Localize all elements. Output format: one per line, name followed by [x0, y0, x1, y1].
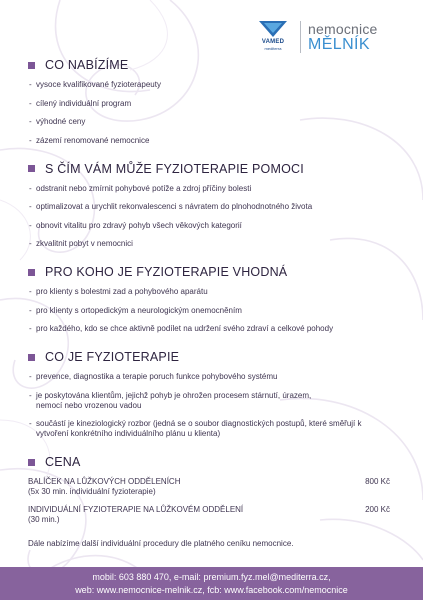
section-audience	[28, 263, 398, 334]
bullet-square-icon	[28, 459, 35, 466]
section-title: PRO KOHO JE FYZIOTERAPIE VHODNÁ	[45, 265, 288, 279]
section-definition	[28, 348, 398, 439]
price-name-detail: (5x 30 min. individuální fyzioterapie)	[28, 487, 156, 496]
section-heading	[28, 263, 398, 281]
mediterra-label: mediterra	[264, 46, 282, 51]
list-item: - výhodné ceny	[28, 117, 398, 127]
contact-footer	[0, 567, 423, 600]
list-item: - cílený individuální program	[28, 99, 398, 109]
section-heading	[28, 160, 398, 178]
pricing-note: Dále nabízíme další individuální procedury dle platného ceníku nemocnice.	[28, 539, 294, 548]
list-item: - je poskytována klientům, jejichž pohyb je ohrožen procesem stárnutí, úrazem, nemocí nebo vrozenou vadou	[28, 391, 321, 411]
section-heading	[28, 348, 398, 366]
list-item: - odstranit nebo zmírnit pohybové potíže a zdroj příčiny bolesti	[28, 184, 398, 194]
section-heading	[28, 453, 398, 471]
section-title: S ČÍM VÁM MŮŽE FYZIOTERAPIE POMOCI	[45, 161, 304, 176]
section-title: CO NABÍZÍME	[45, 58, 129, 72]
list-item: - obnovit vitalitu pro zdravý pohyb všech věkových kategorií	[28, 221, 398, 231]
content	[28, 56, 398, 562]
list-item: - optimalizovat a urychlit rekonvalescenci s návratem do plnohodnotného života	[28, 202, 398, 212]
logo-nemocnice: nemocnice	[308, 21, 378, 37]
vamed-logo-mark	[256, 18, 290, 54]
item-list	[28, 80, 398, 146]
bullet-square-icon	[28, 354, 35, 361]
price-name-main: INDIVIDUÁLNÍ FYZIOTERAPIE NA LŮŽKOVÉM ODDĚLENÍ	[28, 505, 244, 514]
list-item: - vysoce kvalifikované fyzioterapeuty	[28, 80, 398, 90]
list-item: - součástí je kineziologický rozbor (jedná se o soubor diagnostických postupů, které směřují k vytvoření konkrétního individuálního plánu u klienta)	[28, 419, 366, 439]
logo-melnik: MĚLNÍK	[308, 36, 370, 53]
price-value: 200 Kč	[365, 505, 390, 514]
hospital-logo	[256, 18, 416, 58]
list-item: - pro každého, kdo se chce aktivně podílet na udržení svého zdraví a celkové pohody	[28, 324, 398, 334]
price-row	[28, 505, 398, 525]
bullet-square-icon	[28, 269, 35, 276]
logo-divider	[300, 21, 301, 53]
item-list	[28, 372, 398, 439]
bullet-square-icon	[28, 165, 35, 172]
section-offer	[28, 56, 398, 146]
vamed-v-icon	[259, 21, 287, 37]
price-value: 800 Kč	[365, 477, 390, 486]
list-item: - prevence, diagnostika a terapie poruch funkce pohybového systému	[28, 372, 398, 382]
item-list	[28, 184, 398, 250]
list-item: - pro klienty s ortopedickým a neurologickým onemocněním	[28, 306, 398, 316]
price-name	[28, 477, 328, 497]
footer-web-line: web: www.nemocnice-melnik.cz, fcb: www.facebook.com/nemocnice	[75, 585, 348, 595]
price-name-main: BALÍČEK NA LŮŽKOVÝCH ODDĚLENÍCH	[28, 477, 181, 486]
section-pricing	[28, 453, 398, 548]
price-name-detail: (30 min.)	[28, 515, 60, 524]
list-item: - pro klienty s bolestmi zad a pohybového aparátu	[28, 287, 398, 297]
section-title: CENA	[45, 455, 81, 469]
bullet-square-icon	[28, 62, 35, 69]
list-item: - zázemí renomované nemocnice	[28, 136, 398, 146]
list-item: - zkvalitnit pobyt v nemocnici	[28, 239, 398, 249]
price-row	[28, 477, 398, 497]
price-name	[28, 505, 328, 525]
footer-contact-line: mobil: 603 880 470, e-mail: premium.fyz.mel@mediterra.cz,	[92, 572, 331, 582]
item-list	[28, 287, 398, 334]
section-help	[28, 160, 398, 250]
section-heading	[28, 56, 398, 74]
section-title: CO JE FYZIOTERAPIE	[45, 350, 180, 364]
vamed-label: VAMED	[261, 39, 285, 45]
